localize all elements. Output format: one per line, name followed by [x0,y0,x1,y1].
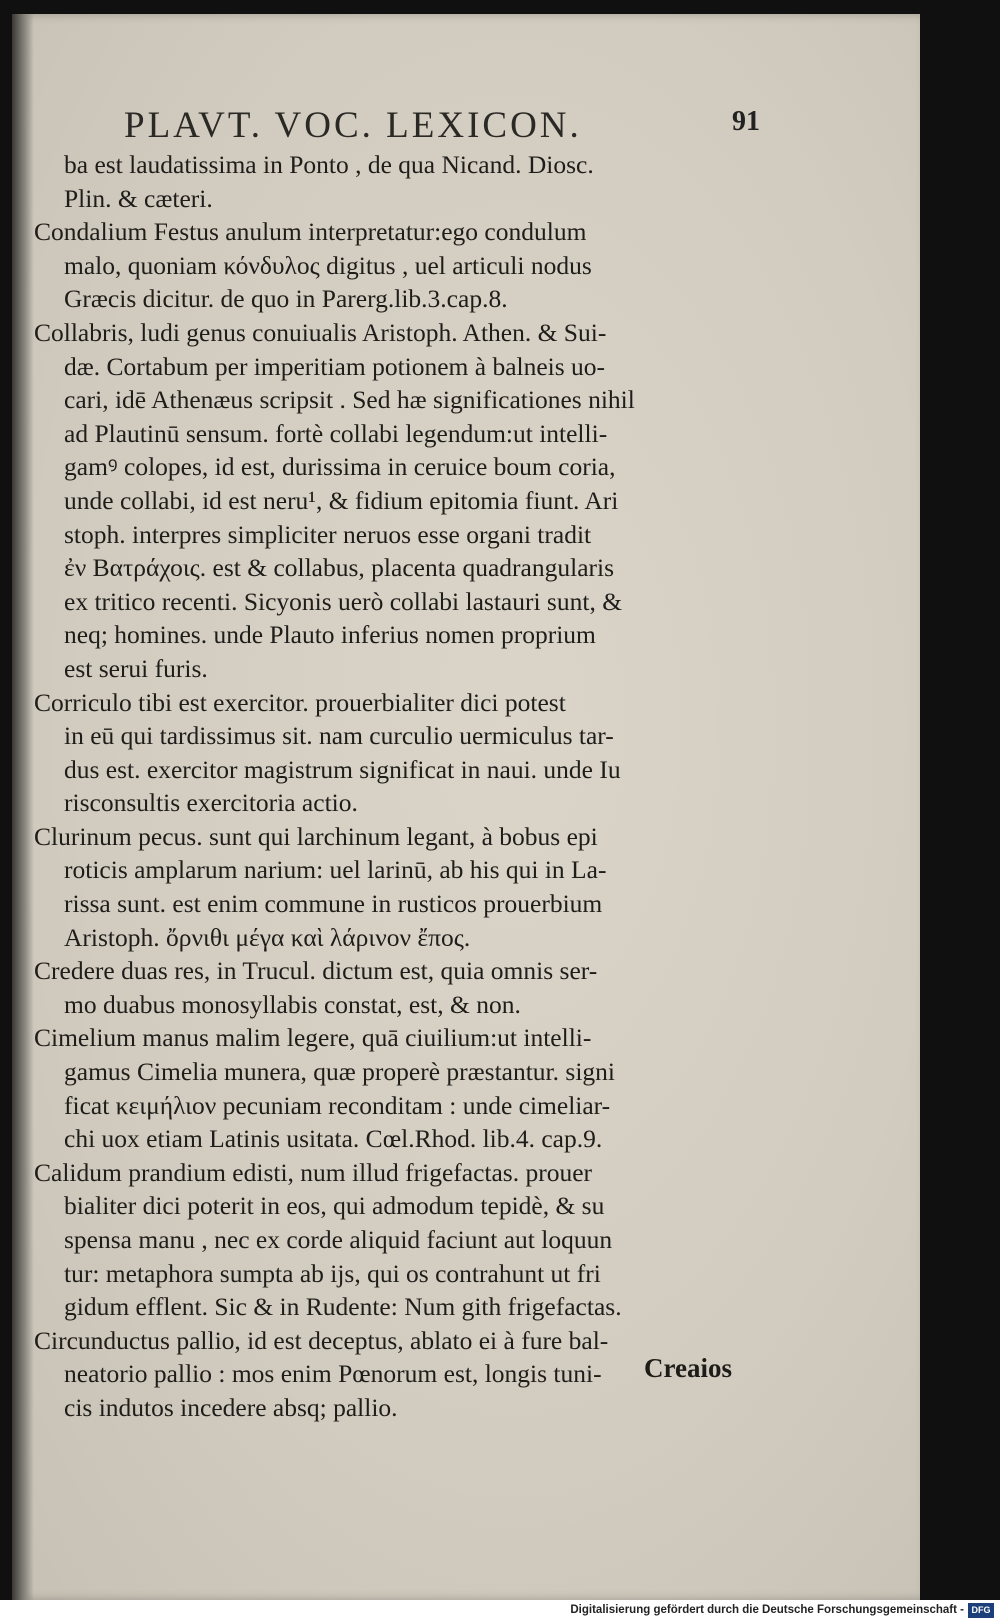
text-line: stoph. interpres simpliciter neruos esse organi tradit [64,519,592,549]
entry-headline: Corriculo tibi est exercitor. prouerbialiter dici potest [34,687,566,717]
text-line: ficat κειμήλιον pecuniam reconditam : unde cimeliar- [64,1090,611,1120]
page-gutter-shadow [12,14,34,1600]
text-line: gidum efflent. Sic & in Rudente: Num gith frigefactas. [64,1292,622,1322]
text-line: cis indutos incedere absq; pallio. [64,1392,398,1422]
digitization-footer [0,1600,1000,1623]
text-line: ex tritico recenti. Sicyonis uerò collabi lastauri sunt, & [64,586,623,616]
entry-headline: Clurinum pecus. sunt qui larchinum legant, à bobus epi [34,821,598,851]
text-line: chi uox etiam Latinis usitata. Cœl.Rhod. lib.4. cap.9. [64,1124,603,1154]
text-line: cari, idē Athenæus scripsit . Sed hæ significationes nihil [64,385,635,415]
text-line: Aristoph. ὄρνιθι μέγα καὶ λάρινον ἔπος. [64,922,471,952]
text-line: dæ. Cortabum per imperitiam potionem à balneis uo- [64,351,606,381]
entry-headline: Cimelium manus malim legere, quā ciuilium:ut intelli- [34,1023,592,1053]
text-line: Græcis dicitur. de quo in Parerg.lib.3.cap.8. [64,284,508,314]
dfg-logo-icon: DFG [968,1603,994,1618]
entry-headline: Collabris, ludi genus conuiualis Aristoph. Athen. & Sui- [34,317,607,347]
dfg-credit-text: Digitalisierung gefördert durch die Deutsche Forschungsgemeinschaft - [570,1604,964,1616]
text-line: neq; homines. unde Plauto inferius nomen proprium [64,620,596,650]
entry-headline: Calidum prandium edisti, num illud frigefactas. prouer [34,1157,593,1187]
page-header [124,104,760,150]
book-page [12,14,920,1600]
lexicon-text-block [34,148,764,1425]
text-line: gamus Cimelia munera, quæ properè præstantur. signi [64,1057,615,1087]
entry-headline: Credere duas res, in Trucul. dictum est, quia omnis ser- [34,956,598,986]
catchword: Creaios [644,1353,732,1383]
text-line: risconsultis exercitoria actio. [64,788,358,818]
entry-headline: Circunductus pallio, id est deceptus, ablato ei à fure bal- [34,1325,609,1355]
text-line: rissa sunt. est enim commune in rusticos prouerbium [64,889,603,919]
text-line: ad Plautinū sensum. fortè collabi legendum:ut intelli- [64,418,608,448]
text-line: bialiter dici poterit in eos, qui admodum tepidè, & su [64,1191,605,1221]
text-line: mo duabus monosyllabis constat, est, & non. [64,989,521,1019]
text-line: ἐν Βατράχοις. est & collabus, placenta quadrangularis [64,553,615,583]
text-line: roticis amplarum narium: uel larinū, ab his qui in La- [64,855,607,885]
page-number: 91 [732,106,760,137]
text-line: ba est laudatissima in Ponto , de qua Nicand. Diosc. [64,150,594,179]
running-head: PLAVT. VOC. LEXICON. [124,105,582,146]
text-line: in eū qui tardissimus sit. nam curculio uermiculus tar- [64,721,614,751]
text-line: spensa manu , nec ex corde aliquid faciunt aut loquun [64,1225,613,1254]
text-line: unde collabi, id est neru¹, & fidium epitomia fiunt. Ari [64,485,619,515]
text-line: dus est. exercitor magistrum significat in naui. unde Iu [64,754,621,784]
text-line: gamꝰ colopes, id est, durissima in ceruice boum coria, [64,452,616,482]
text-line: tur: metaphora sumpta ab ijs, qui os contrahunt ut fri [64,1258,601,1288]
text-line: malo, quoniam κόνδυλος digitus , uel articuli nodus [64,250,592,280]
text-line: Plin. & cæteri. [64,183,213,213]
entry-headline: Condalium Festus anulum interpretatur:ego condulum [34,217,587,247]
text-line: neatorio pallio : mos enim Pœnorum est, longis tuni- [64,1359,602,1389]
text-line: est serui furis. [64,653,208,683]
